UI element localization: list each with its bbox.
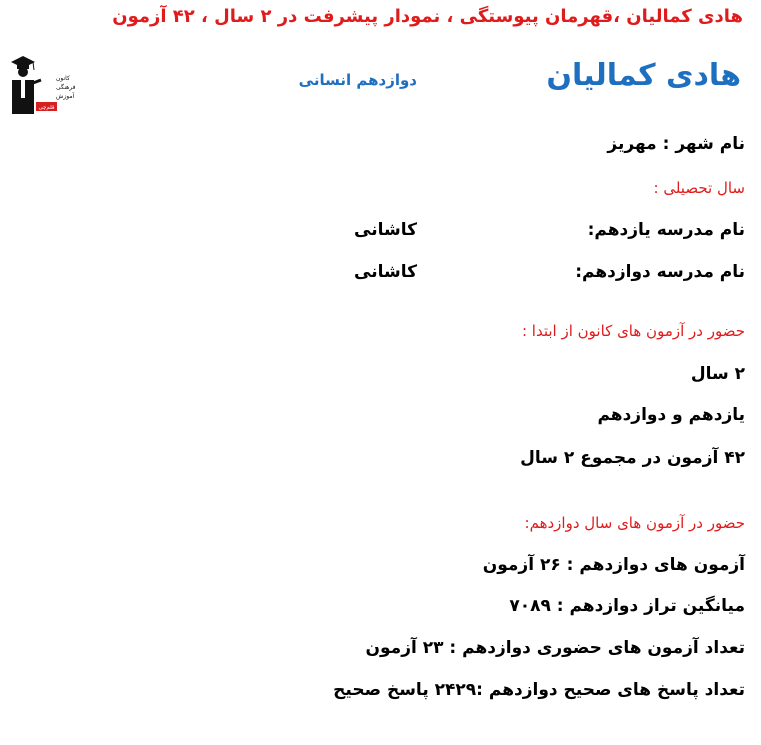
in-person-exams-line: تعداد آزمون های حضوری دوازدهم : ۲۳ آزمون bbox=[365, 638, 745, 658]
attendance-all-heading: حضور در آزمون های کانون از ابتدا : bbox=[521, 322, 745, 340]
exams-12-line: آزمون های دوازدهم : ۲۶ آزمون bbox=[482, 555, 745, 575]
attendance-years: ۲ سال bbox=[690, 364, 745, 384]
school-12-label: نام مدرسه دوازدهم: bbox=[575, 262, 745, 282]
attendance-total: ۴۲ آزمون در مجموع ۲ سال bbox=[520, 448, 745, 468]
logo-text-1: کانون bbox=[56, 75, 70, 82]
avg-taraz-line: میانگین تراز دوازدهم : ۷۰۸۹ bbox=[509, 596, 745, 616]
kanoon-logo bbox=[9, 50, 76, 116]
attendance-12-heading: حضور در آزمون های سال دوازدهم: bbox=[524, 514, 745, 532]
city-line: نام شهر : مهریز bbox=[607, 134, 745, 154]
school-11-value: کاشانی bbox=[354, 220, 417, 240]
student-grade: دوازدهم انسانی bbox=[298, 71, 417, 89]
school-11-label: نام مدرسه یازدهم: bbox=[587, 220, 745, 240]
logo-text-3: آموزش bbox=[56, 93, 75, 100]
attendance-grades: یازدهم و دوازدهم bbox=[597, 405, 745, 425]
student-name: هادی کمالیان bbox=[546, 58, 741, 93]
correct-answers-line: تعداد پاسخ های صحیح دوازدهم :۲۴۲۹ پاسخ صحیح bbox=[333, 680, 745, 700]
school-12-value: کاشانی bbox=[354, 262, 417, 282]
page-title: هادی کمالیان ،قهرمان پیوستگی ، نمودار پیشرفت در ۲ سال ، ۴۲ آزمون bbox=[112, 6, 743, 27]
logo-badge-text: قلم‌چی bbox=[38, 105, 55, 111]
logo-text-2: فرهنگی bbox=[56, 84, 76, 91]
academic-year-label: سال تحصیلی : bbox=[653, 179, 745, 197]
